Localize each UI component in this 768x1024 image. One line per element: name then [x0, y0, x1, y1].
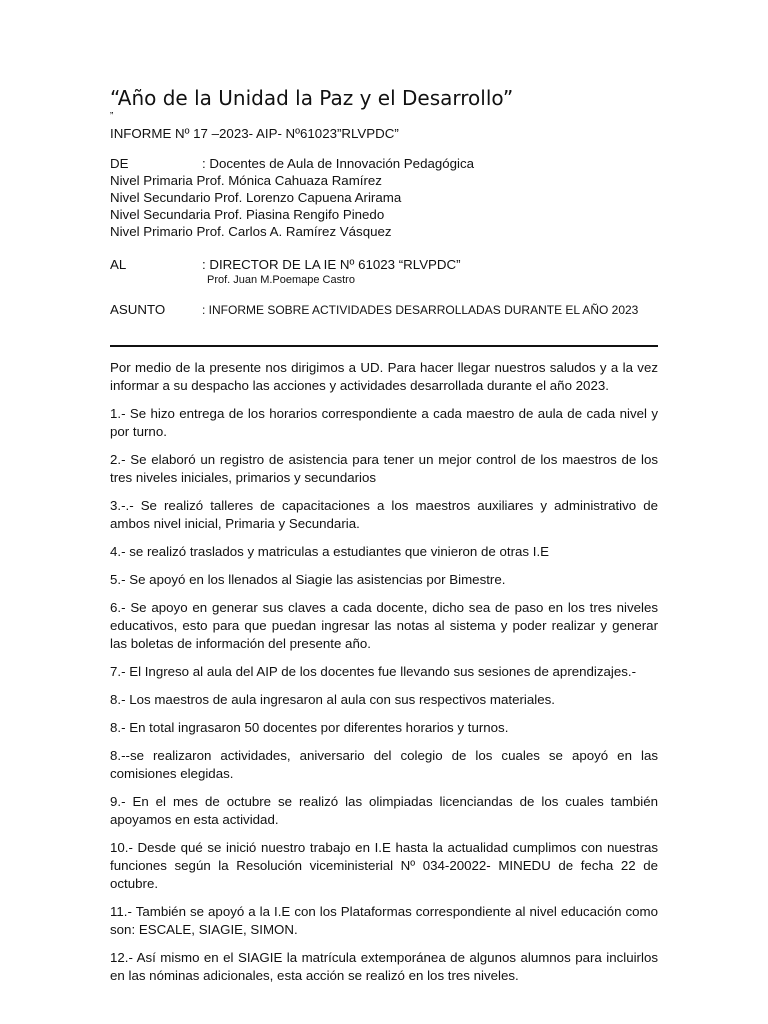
activity-item: 8.- Los maestros de aula ingresaron al aula con sus respectivos materiales. [110, 692, 555, 707]
activity-item: 4.- se realizó traslados y matriculas a estudiantes que vinieron de otras I.E [110, 544, 550, 559]
to-section [110, 256, 658, 288]
teacher-line: Nivel Primaria Prof. Mónica Cahuaza Ramírez [110, 173, 382, 188]
report-number: INFORME Nº 17 –2023- AIP- Nº61023”RLVPDC” [110, 126, 399, 141]
from-label: DE [110, 156, 129, 171]
activity-item: 12.- Así mismo en el SIAGIE la matrícula extemporánea de algunos alumnos para incluirlos en las nóminas adicionales, esta acción se realizó en los tres niveles. [110, 950, 658, 983]
subject-value: : INFORME SOBRE ACTIVIDADES DESARROLLADAS DURANTE EL AÑO 2023 [202, 303, 639, 317]
header-divider [110, 345, 658, 347]
activity-item: 11.- También se apoyó a la I.E con los Plataformas correspondiente al nivel educación como son: ESCALE, SIAGIE, SIMON. [110, 904, 658, 937]
to-value: : DIRECTOR DE LA IE Nº 61023 “RLVPDC” [202, 257, 461, 272]
activity-item: 7.- El Ingreso al aula del AIP de los docentes fue llevando sus sesiones de aprendizajes.- [110, 664, 637, 679]
stray-quote-mark: ” [110, 111, 114, 122]
intro-paragraph: Por medio de la presente nos dirigimos a UD. Para hacer llegar nuestros saludos y a la vez informar a su despacho las acciones y actividades desarrollada durante el año 2023. [110, 360, 658, 393]
activity-item: 5.- Se apoyó en los llenados al Siagie las asistencias por Bimestre. [110, 572, 506, 587]
activity-item: 8.- En total ingrasaron 50 docentes por diferentes horarios y turnos. [110, 720, 509, 735]
activity-item: 2.- Se elaboró un registro de asistencia para tener un mejor control de los maestros de los tres niveles iniciales, primarios y secundarios [110, 452, 658, 485]
document-page [110, 84, 658, 995]
subject-label: ASUNTO [110, 302, 166, 317]
activity-item: 6.- Se apoyo en generar sus claves a cada docente, dicho sea de paso en los tres niveles educativos, esto para que puedan ingresar las notas al sistema y poder realizar y generar las boletas de información del presente año. [110, 600, 658, 651]
activity-item: 3.-.- Se realizó talleres de capacitaciones a los maestros auxiliares y administrativo de ambos nivel inicial, Primaria y Secundaria. [110, 498, 658, 531]
director-name: Prof. Juan M.Poemape Castro [207, 274, 355, 286]
teacher-line: Nivel Secundaria Prof. Piasina Rengifo Pinedo [110, 207, 385, 222]
to-label: AL [110, 257, 127, 272]
subject-section [110, 301, 658, 319]
document-motto-title: “Año de la Unidad la Paz y el Desarrollo” [110, 86, 514, 110]
teacher-line: Nivel Secundario Prof. Lorenzo Capuena Arirama [110, 190, 402, 205]
activity-item: 8.--se realizaron actividades, aniversario del colegio de los cuales se apoyó en las comisiones elegidas. [110, 748, 658, 781]
teacher-line: Nivel Primario Prof. Carlos A. Ramírez Vásquez [110, 224, 392, 239]
activity-item: 9.- En el mes de octubre se realizó las olimpiadas licenciandas de los cuales también apoyamos en esta actividad. [110, 794, 658, 827]
activity-item: 1.- Se hizo entrega de los horarios correspondiente a cada maestro de aula de cada nivel y por turno. [110, 406, 658, 439]
from-value: : Docentes de Aula de Innovación Pedagógica [202, 156, 475, 171]
from-section [110, 155, 658, 240]
report-body [110, 359, 658, 985]
activity-item: 10.- Desde qué se inició nuestro trabajo en I.E hasta la actualidad cumplimos con nuestras funciones según la Resolución viceministerial Nº 034-20022- MINEDU de fecha 22 de octubre. [110, 840, 658, 891]
